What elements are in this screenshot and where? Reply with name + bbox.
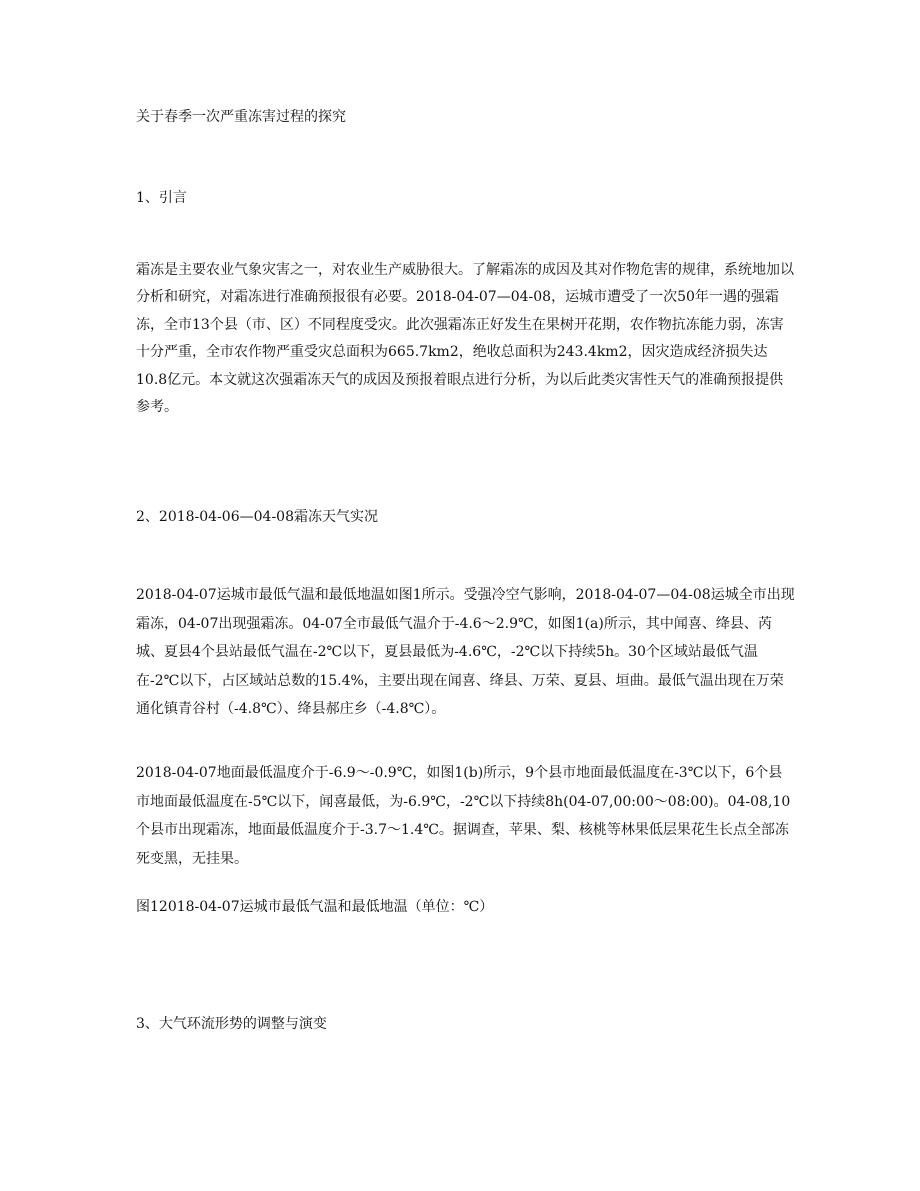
section-heading-frost-observations: 2、2018-04-06—04-08霜冻天气实况: [136, 509, 378, 525]
paragraph-ground-temperature: 2018-04-07地面最低温度介于-6.9～-0.9℃，如图1(b)所示，9个县市地面最低温度在-3℃以下，6个县市地面最低温度在-5℃以下，闻喜最低，为-6.9℃，-2℃以下持续8h(04-07,00:00～08:00)。04-08,10个县市出现霜冻，地面最低温度介于-3.7～1.4℃。据调查，苹果、梨、核桃等林果低层果花生长点全部冻死变黑，无挂果。: [136, 765, 791, 867]
section-heading-intro: 1、引言: [136, 190, 187, 206]
section-heading-circulation: 3、大气环流形势的调整与演变: [136, 1016, 327, 1032]
paragraph-intro: 霜冻是主要农业气象灾害之一，对农业生产威胁很大。了解霜冻的成因及其对作物危害的规律，系统地加以分析和研究，对霜冻进行准确预报很有必要。2018-04-07—04-08，运城市遭受了一次50年一遇的强霜冻，全市13个县（市、区）不同程度受灾。此次强霜冻正好发生在果树开花期，农作物抗冻能力弱，冻害十分严重，全市农作物严重受灾总面积为665.7km2，绝收总面积为243.4km2，因灾造成经济损失达10.8亿元。本文就这次强霜冻天气的成因及预报着眼点进行分析，为以后此类灾害性天气的准确预报提供参考。: [136, 262, 794, 416]
document-title: 关于春季一次严重冻害过程的探究: [136, 109, 346, 125]
paragraph-air-temperature: 2018-04-07运城市最低气温和最低地温如图1所示。受强冷空气影响，2018-04-07—04-08运城全市出现霜冻，04-07出现强霜冻。04-07全市最低气温介于-4.6～2.9℃，如图1(a)所示，其中闻喜、绛县、芮城、夏县4个县站最低气温在-2℃以下，夏县最低为-4.6℃，-2℃以下持续5h。30个区域站最低气温在-2℃以下，占区域站总数的15.4%，主要出现在闻喜、绛县、万荣、夏县、垣曲。最低气温出现在万荣通化镇青谷村（-4.8℃）、绛县郝庄乡（-4.8℃）。: [136, 587, 795, 718]
figure-caption: 图12018-04-07运城市最低气温和最低地温（单位：℃）: [136, 899, 494, 915]
